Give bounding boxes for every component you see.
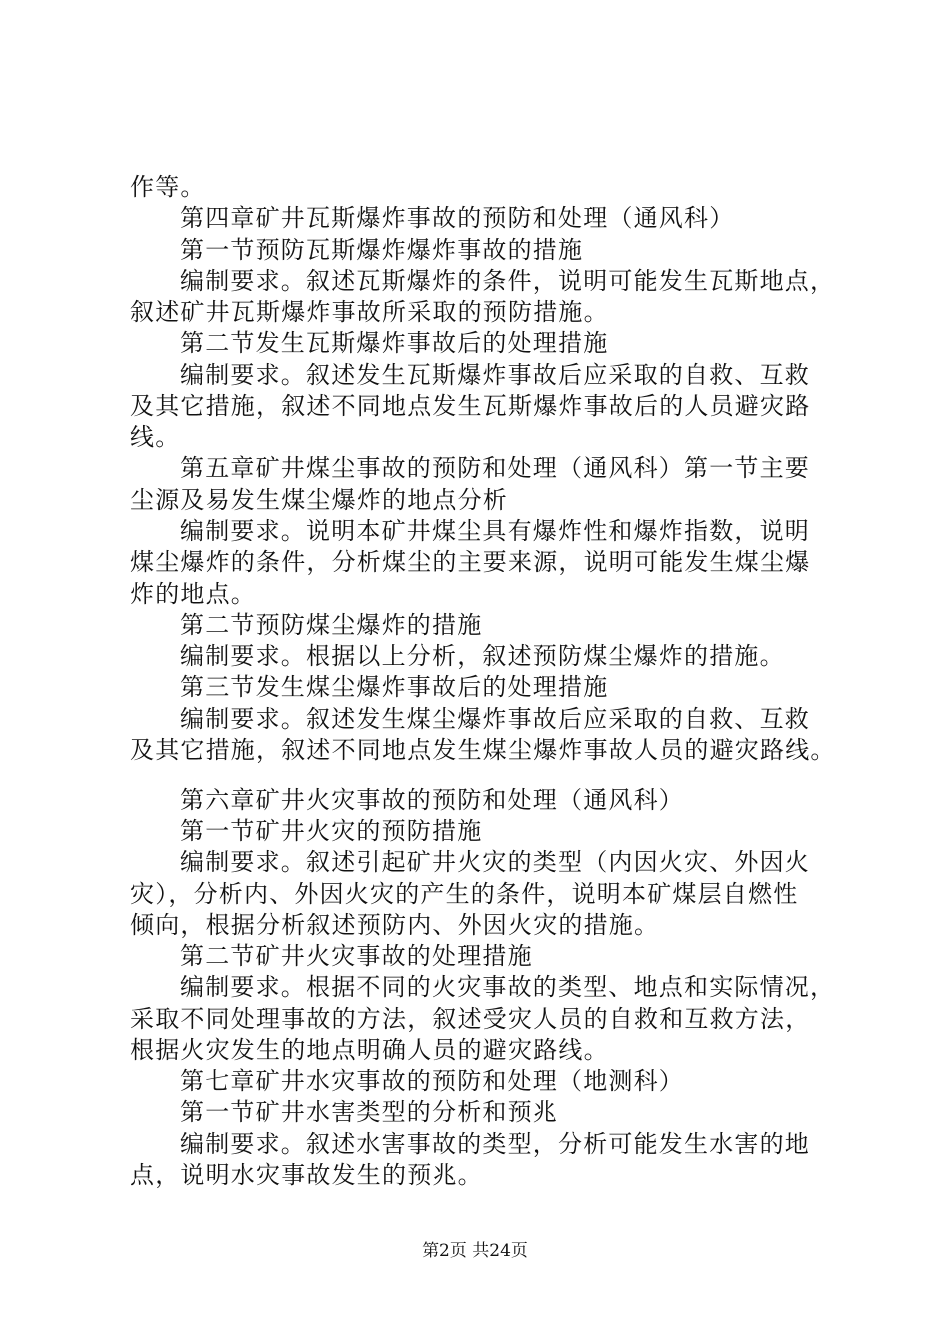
section-heading: 第一节矿井水害类型的分析和预兆 — [180, 1098, 558, 1126]
section-heading: 第三节发生煤尘爆炸事故后的处理措施 — [180, 673, 609, 701]
text-line: 点，说明水灾事故发生的预兆。 — [130, 1161, 483, 1189]
chapter-heading: 第四章矿井瓦斯爆炸事故的预防和处理（通风科） — [180, 204, 735, 232]
text-line: 编制要求。说明本矿井煤尘具有爆炸性和爆炸指数，说明 — [180, 517, 810, 545]
text-line: 根据火灾发生的地点明确人员的避灾路线。 — [130, 1036, 609, 1064]
text-line: 作等。 — [130, 173, 206, 201]
text-line: 及其它措施，叙述不同地点发生煤尘爆炸事故人员的避灾路线。 — [130, 736, 836, 764]
section-heading: 第二节矿井火灾事故的处理措施 — [180, 942, 533, 970]
chapter-heading: 第七章矿井水灾事故的预防和处理（地测科） — [180, 1067, 684, 1095]
text-line: 倾向，根据分析叙述预防内、外因火灾的措施。 — [130, 911, 660, 939]
text-line: 尘源及易发生煤尘爆炸的地点分析 — [130, 486, 508, 514]
section-heading: 第一节矿井火灾的预防措施 — [180, 817, 483, 845]
text-line: 炸的地点。 — [130, 580, 256, 608]
text-line: 编制要求。根据以上分析，叙述预防煤尘爆炸的措施。 — [180, 642, 785, 670]
section-heading: 第二节发生瓦斯爆炸事故后的处理措施 — [180, 329, 609, 357]
section-heading: 第二节预防煤尘爆炸的措施 — [180, 611, 483, 639]
section-heading: 第一节预防瓦斯爆炸爆炸事故的措施 — [180, 236, 584, 264]
text-line: 编制要求。叙述发生瓦斯爆炸事故后应采取的自救、互救 — [180, 361, 810, 389]
text-line: 灾），分析内、外因火灾的产生的条件，说明本矿煤层自燃性 — [130, 880, 799, 908]
text-line: 煤尘爆炸的条件，分析煤尘的主要来源，说明可能发生煤尘爆 — [130, 548, 811, 576]
text-line: 采取不同处理事故的方法，叙述受灾人员的自救和互救方法， — [130, 1005, 811, 1033]
text-line: 编制要求。叙述水害事故的类型，分析可能发生水害的地 — [180, 1130, 810, 1158]
text-line: 编制要求。叙述引起矿井火灾的类型（内因火灾、外因火 — [180, 848, 810, 876]
text-line: 编制要求。叙述瓦斯爆炸的条件，说明可能发生瓦斯地点， — [180, 267, 836, 295]
text-line: 编制要求。根据不同的火灾事故的类型、地点和实际情况， — [180, 973, 836, 1001]
text-line: 编制要求。叙述发生煤尘爆炸事故后应采取的自救、互救 — [180, 705, 810, 733]
text-line: 线。 — [130, 423, 181, 451]
text-line: 叙述矿井瓦斯爆炸事故所采取的预防措施。 — [130, 298, 609, 326]
chapter-heading: 第六章矿井火灾事故的预防和处理（通风科） — [180, 786, 684, 814]
chapter-heading: 第五章矿井煤尘事故的预防和处理（通风科）第一节主要 — [180, 454, 810, 482]
text-line: 及其它措施，叙述不同地点发生瓦斯爆炸事故后的人员避灾路 — [130, 392, 811, 420]
page-number-footer: 第2页 共24页 — [422, 1241, 528, 1261]
